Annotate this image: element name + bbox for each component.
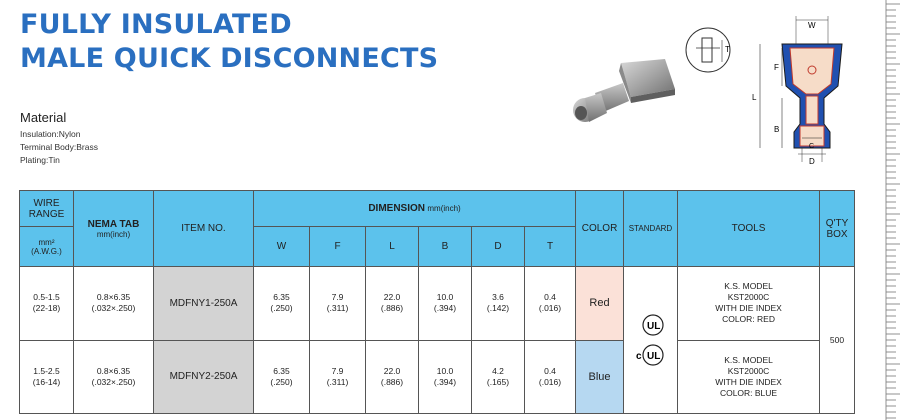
cell-dim-w <box>254 340 310 414</box>
product-photo <box>565 55 685 135</box>
material-heading: Material <box>20 110 67 125</box>
nema-tab-units: mm(inch) <box>96 229 131 239</box>
tools-line: WITH DIE INDEX <box>715 376 782 387</box>
dim-in: (.311) <box>326 303 349 314</box>
wire-awg: (16-14) <box>32 376 61 387</box>
dim-in: (.250) <box>270 303 293 314</box>
header-tools: TOOLS <box>678 191 820 267</box>
dim-mm: 22.0 <box>383 365 401 376</box>
cell-dim-f <box>310 267 366 341</box>
cell-standard <box>624 267 678 414</box>
cell-dim-d <box>472 267 525 341</box>
dim-in: (.016) <box>538 303 562 314</box>
dim-mm: 7.9 <box>331 365 344 376</box>
header-row-1 <box>20 191 855 227</box>
tools-line: KST2000C <box>727 292 770 303</box>
cell-dim-l <box>366 267 419 341</box>
diagram-label-d: D <box>809 157 815 166</box>
diagram-label-f: F <box>774 63 779 72</box>
tools-line: WITH DIE INDEX <box>715 303 782 314</box>
spec-table <box>19 190 855 414</box>
cell-tools <box>678 340 820 414</box>
dim-in: (.394) <box>433 376 457 387</box>
wire-awg: (22-18) <box>32 303 61 314</box>
header-dim-w: W <box>254 227 310 267</box>
nema-in: (.032×.250) <box>91 376 136 387</box>
diagram-label-c: C <box>809 143 815 150</box>
material-plating: Plating:Tin <box>20 155 60 165</box>
wire-mm: 0.5-1.5 <box>33 292 60 303</box>
header-color: COLOR <box>576 191 624 267</box>
cell-color-blue: Blue <box>576 340 624 414</box>
wire-units-awg: (A.W.G.) <box>31 246 62 256</box>
dim-mm: 4.2 <box>492 365 504 376</box>
nema-tab-label: NEMA TAB <box>87 218 140 230</box>
dim-in: (.394) <box>433 303 457 314</box>
table-row <box>20 340 855 414</box>
header-dim-b: B <box>419 227 472 267</box>
tools-line: COLOR: BLUE <box>719 387 778 398</box>
cell-dim-l <box>366 340 419 414</box>
header-nema-tab <box>74 191 154 267</box>
nema-in: (.032×.250) <box>91 303 136 314</box>
cell-color-red: Red <box>576 267 624 341</box>
dim-in: (.886) <box>380 303 404 314</box>
page-title <box>20 8 438 76</box>
header-standard: STANDARD <box>624 191 678 267</box>
dim-mm: 0.4 <box>544 365 556 376</box>
diagram-label-t: T <box>725 45 730 54</box>
dim-in: (.142) <box>486 303 510 314</box>
cell-item-no: MDFNY1-250A <box>154 267 254 341</box>
material-section <box>20 110 98 167</box>
cell-dim-t <box>525 340 576 414</box>
cell-dim-f <box>310 340 366 414</box>
dim-mm: 0.4 <box>544 292 556 303</box>
dimension-label: DIMENSION <box>368 203 425 214</box>
header-dimension <box>254 191 576 227</box>
dim-in: (.311) <box>326 376 349 387</box>
diagram-label-w: W <box>808 21 816 30</box>
table-row <box>20 267 855 341</box>
ul-mark-text: UL <box>647 321 661 332</box>
dim-mm: 7.9 <box>331 292 344 303</box>
dim-in: (.016) <box>538 376 562 387</box>
dim-mm: 10.0 <box>436 292 454 303</box>
header-dim-d: D <box>472 227 525 267</box>
tools-line: COLOR: RED <box>722 314 775 325</box>
header-dim-f: F <box>310 227 366 267</box>
dimension-units: mm(inch) <box>427 204 461 213</box>
dim-mm: 22.0 <box>383 292 401 303</box>
tools-line: K.S. MODEL <box>724 354 773 365</box>
cell-dim-d <box>472 340 525 414</box>
cell-item-no: MDFNY2-250A <box>154 340 254 414</box>
diagram-label-b: B <box>774 125 780 134</box>
dim-in: (.886) <box>380 376 404 387</box>
edge-ruler <box>878 0 900 420</box>
dim-mm: 3.6 <box>492 292 504 303</box>
cell-qty: 500 <box>820 267 855 414</box>
title-line-1: FULLY INSULATED <box>20 9 292 40</box>
material-insulation: Insulation:Nylon <box>20 129 81 139</box>
nema-mm: 0.8×6.35 <box>96 292 131 303</box>
wire-mm: 1.5-2.5 <box>33 365 60 376</box>
cell-dim-b <box>419 340 472 414</box>
cul-mark-c: c <box>636 351 642 362</box>
header-dim-l: L <box>366 227 419 267</box>
nema-mm: 0.8×6.35 <box>96 365 131 376</box>
dim-mm: 6.35 <box>273 365 290 376</box>
material-terminal-body: Terminal Body:Brass <box>20 142 98 152</box>
header-dim-t: T <box>525 227 576 267</box>
cell-nema-tab <box>74 340 154 414</box>
cell-nema-tab <box>74 267 154 341</box>
dim-in: (.165) <box>486 376 510 387</box>
header-item-no: ITEM NO. <box>154 191 254 267</box>
cell-dim-b <box>419 267 472 341</box>
dim-mm: 10.0 <box>436 365 454 376</box>
cell-tools <box>678 267 820 341</box>
title-line-2: MALE QUICK DISCONNECTS <box>20 43 439 74</box>
dim-in: (.250) <box>270 376 293 387</box>
cul-mark-text: UL <box>647 351 661 362</box>
cell-dim-w <box>254 267 310 341</box>
tools-line: KST2000C <box>727 365 770 376</box>
cell-wire-range <box>20 340 74 414</box>
header-wire-range: WIRE RANGE <box>20 191 74 227</box>
dim-mm: 6.35 <box>273 292 290 303</box>
header-wire-units <box>20 227 74 267</box>
cell-dim-t <box>525 267 576 341</box>
wire-units-mm: mm² <box>38 237 55 247</box>
tools-line: K.S. MODEL <box>724 281 773 292</box>
diagram-label-l: L <box>752 93 757 102</box>
cell-wire-range <box>20 267 74 341</box>
header-qty: Q'TY BOX <box>820 191 855 267</box>
terminal-diagram <box>678 14 862 166</box>
standard-marks <box>624 267 678 411</box>
